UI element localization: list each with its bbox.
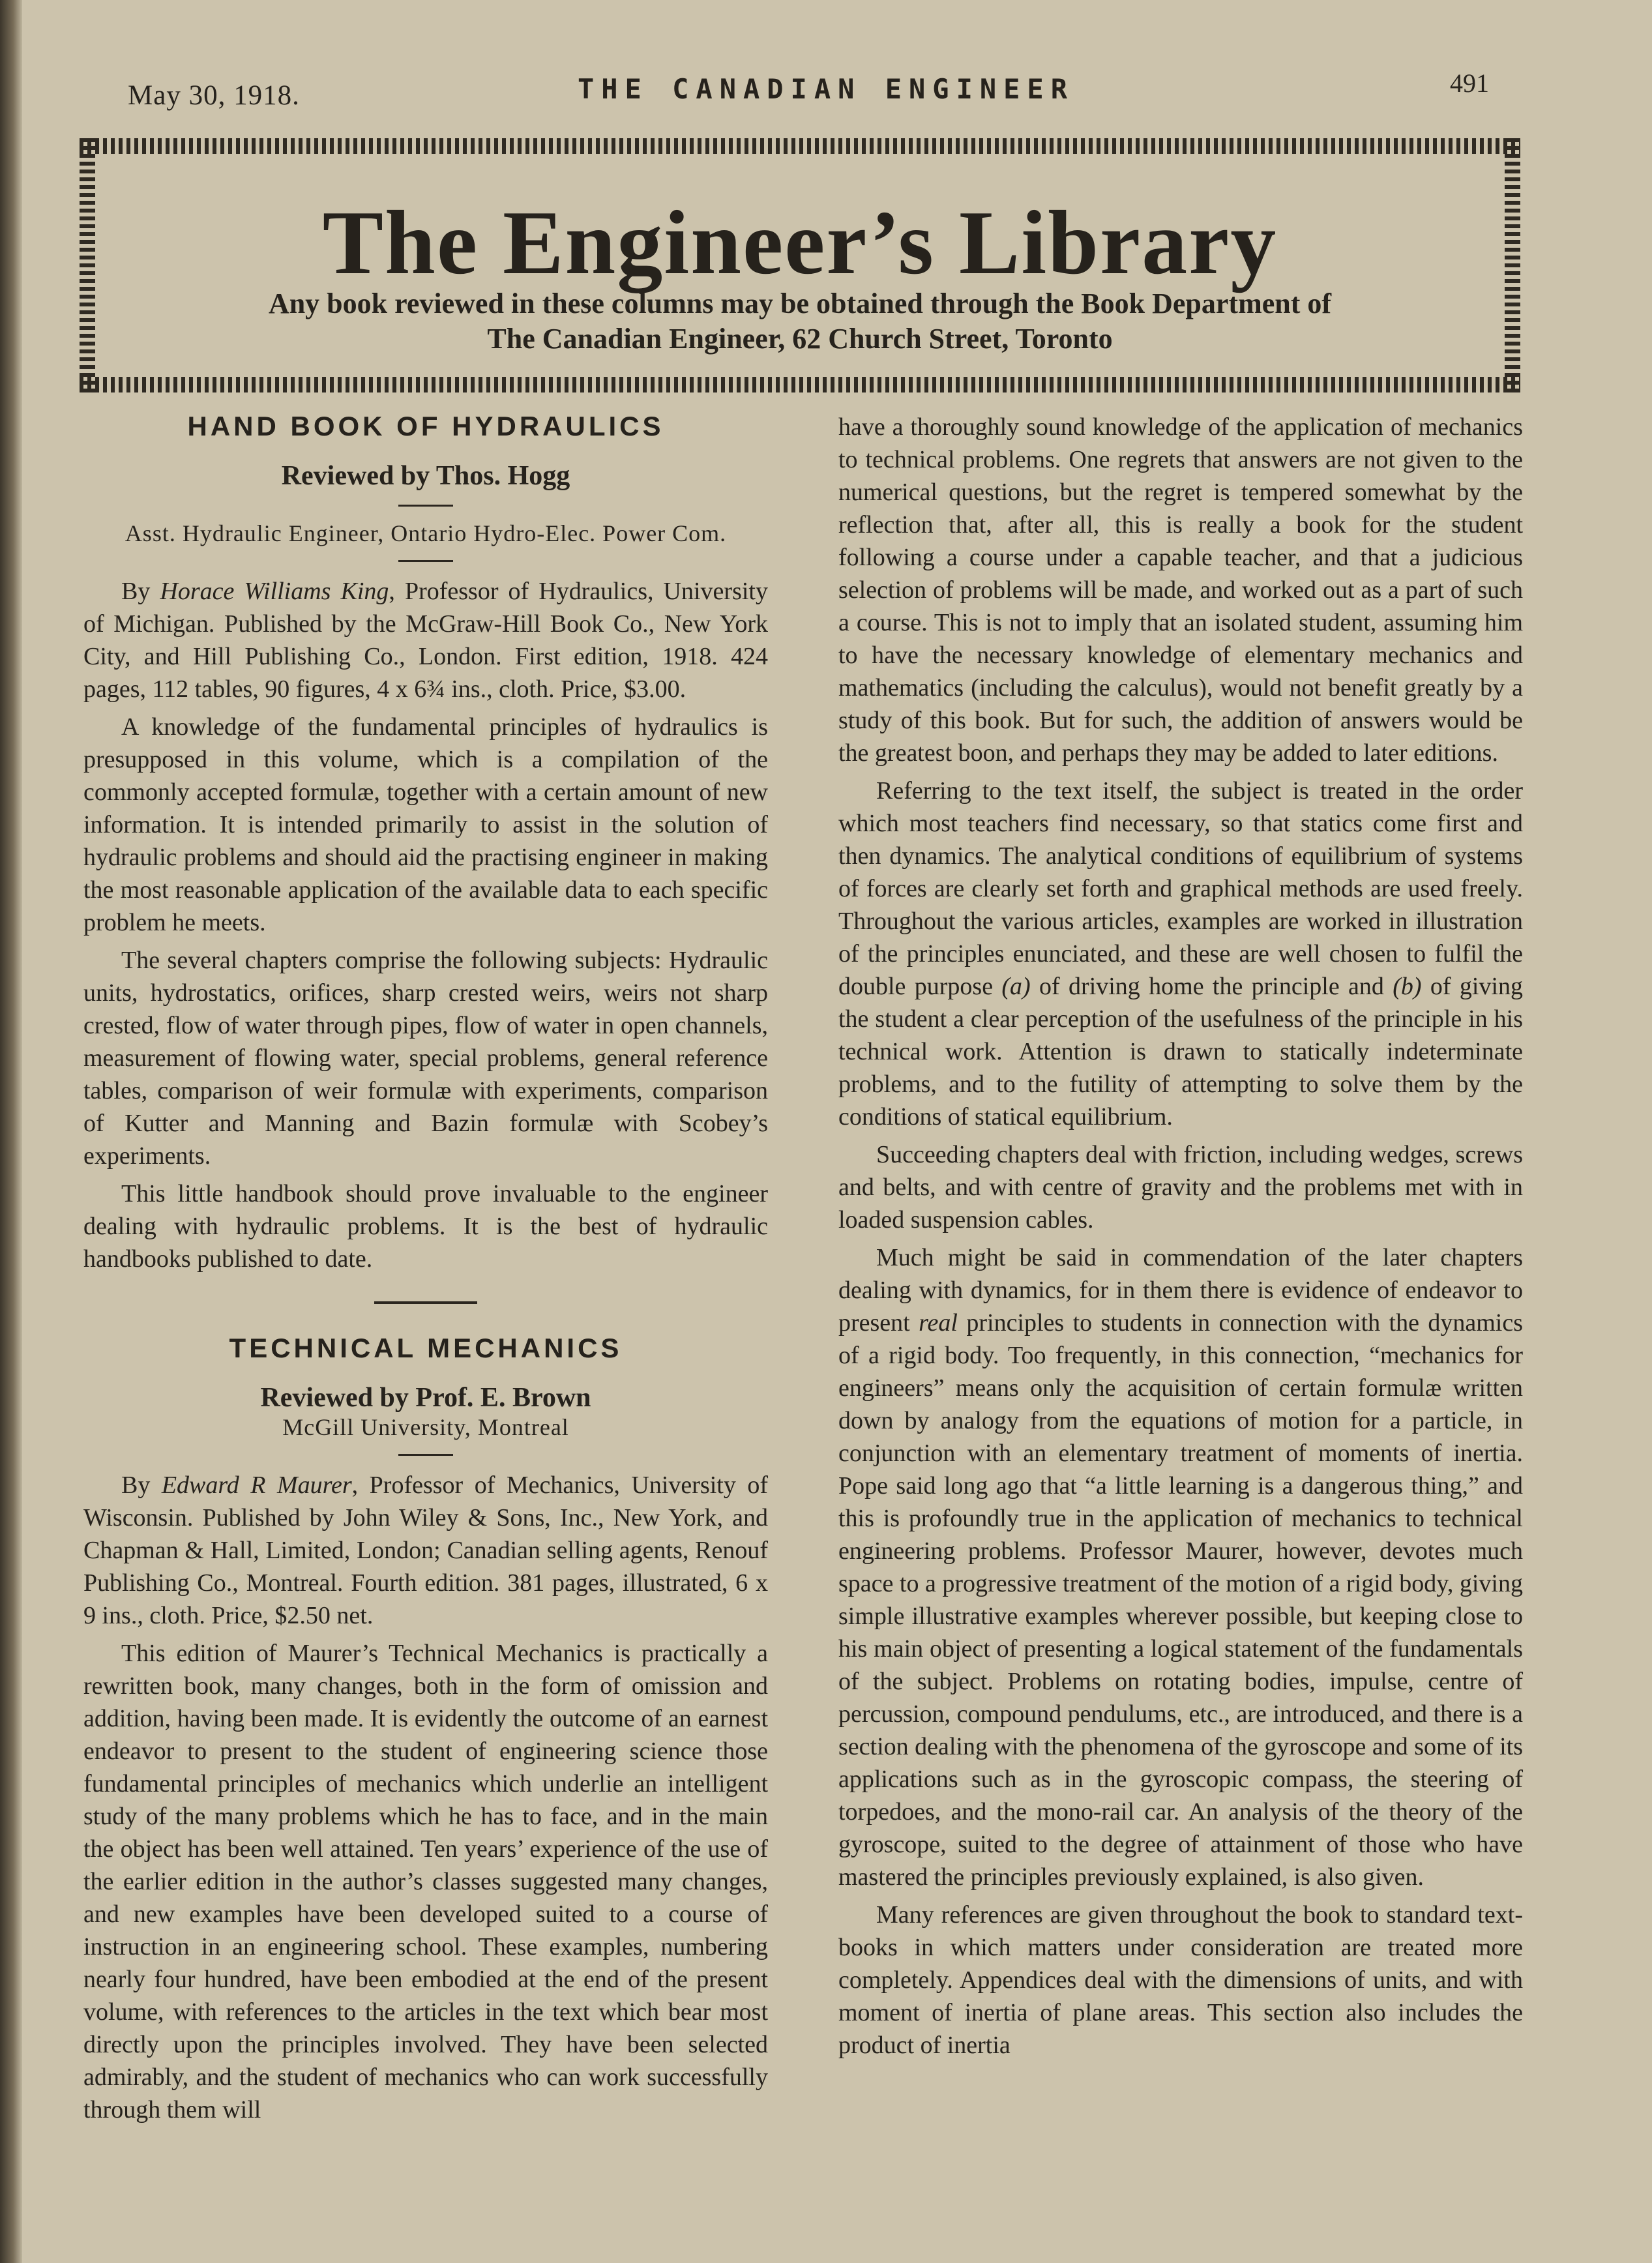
journal-title: THE CANADIAN ENGINEER [577,73,1074,105]
divider-rule [398,560,453,562]
review-paragraph: This edition of Maurer’s Technical Mechanics is practically a rewritten book, many changes, both in the form of omission and addition, having been made. It is evidently the outcome of an earnest endeavor to present to the student of engineering science those fundamental principles of mechanics which underlie an intelligent study of the many problems which he has to face, and in the main the object has been well attained. Ten years’ experience of the use of the earlier edition in the author’s classes suggested many changes, and new examples have been developed suited to a course of instruction in an engineering school. These examples, numbering nearly four hundred, have been embodied at the end of the present volume, with references to the articles in the text which bear most directly upon the principles involved. They have been selected admirably, and the student of mechanics who can work successfully through them will [83,1640,768,2123]
review-heading-hydraulics: HAND BOOK OF HYDRAULICS [187,411,664,441]
review-paragraph: A knowledge of the fundamental principles of hydraulics is presupposed in this volume, which is a compilation of the commonly accepted formulæ, together with a certain amount of new information. It is intended primarily to assist in the solution of hydraulic problems and should aid the practising engineer in making the most reasonable application of the available data to each specific problem he meets. [83,713,768,936]
text-run: principles to students in connection with the dynamics of a rigid body. Too frequently, in this connection, “mechanics for engineers” means only the acquisition of certain formulæ written down by analogy from the equations of motion for a particle, in conjunction with an elementary treatment of moments of inertia. Pope said long ago that “a little learning is a dangerous thing,” and this is profoundly true in the application of mechanics to technical engineering problems. Professor Maurer, however, devotes much space to a progressive treatment of the motion of a rigid body, giving simple illustrative examples wherever possible, but keeping close to his main object of presenting a logical statement of the fundamentals of the subject. Problems on rotating bodies, impulse, centre of percussion, compound pendulums, etc., are introduced, and there is a section dealing with the phenomena of the gyroscope and some of its applications such as in the gyroscopic compass, the steering of torpedoes, and the mono-rail car. An analysis of the theory of the gyroscope, suited to the degree of attainment of those who have mastered the principles previously explained, is also given. [838,1309,1524,1891]
section-divider [374,1301,477,1304]
issue-date: May 30, 1918. [128,80,300,111]
text-run: Much might be said in commendation of the later chapters dealing with dynamics, for in them there is evidence of endeavor to present [838,1244,1523,1337]
reviewer-name: Reviewed by Thos. Hogg [281,461,570,491]
divider-rule [398,1454,453,1456]
section-subtitle-line1: Any book reviewed in these columns may be obtained through the Book Department of [268,288,1332,319]
intro-prefix: By [121,578,160,605]
book-details [83,575,768,705]
banner-border-top [80,138,1520,154]
reviewer-name: Reviewed by Prof. E. Brown [260,1383,591,1413]
text-run: of giving the student a clear perception of the usefulness of the principle in his technical work. Attention is drawn to statically indeterminate problems, and to the futility of attempting to solve them by the conditions of statical equilibrium. [838,973,1523,1131]
section-banner [80,138,1520,392]
list-marker: (b) [1393,973,1422,1000]
section-title: The Engineer’s Library [322,192,1278,293]
review-paragraph [838,775,1523,1133]
book-publication-info: , Professor of Mechanics, University of Wisconsin. Published by John Wiley & Sons, Inc., New York, and Chapman & Hall, Limited, London; Canadian selling agents, Renouf Publishing Co., Montreal. Fourth edition. 381 pages, illustrated, 6 x 9 ins., cloth. Price, $2.50 net. [83,1472,768,1629]
text-run: Referring to the text itself, the subject is treated in the order which most teachers find necessary, so that statics come first and then dynamics. The analytical conditions of equilibrium of systems of forces are clearly set forth and graphical methods are used freely. Throughout the various articles, examples are worked in illustration of the principles enunciated, and these are well chosen to fulfil the double purpose [838,777,1523,1000]
page-number: 491 [1450,68,1489,98]
review-paragraph: The several chapters comprise the following subjects: Hydraulic units, hydrostatics, orifices, sharp crested weirs, weirs not sharp crested, flow of water through pipes, flow of water in open channels, measurement of flowing water, special problems, general reference tables, comparison of weir formulæ with experiments, comparison of Kutter and Manning and Bazin formulæ with Scobey’s experiments. [83,947,768,1170]
book-author: Edward R Maurer [161,1472,352,1499]
book-details [83,1469,768,1632]
text-run: of driving home the principle and [1030,973,1393,1000]
section-subtitle-line2: The Canadian Engineer, 62 Church Street, Toronto [487,323,1113,355]
intro-prefix: By [121,1472,162,1499]
review-paragraph: Many references are given throughout the book to standard text-books in which matters under consideration are treated more completely. Appendices deal with the dimensions of units, and with moment of inertia of plane areas. This section also includes the product of inertia [838,1901,1523,2059]
banner-border-bottom [80,377,1520,392]
book-publication-info: , Professor of Hydraulics, University of Michigan. Published by the McGraw-Hill Book Co., New York City, and Hill Publishing Co., London. First edition, 1918. 424 pages, 112 tables, 90 figures, 4 x 6¾ ins., cloth. Price, $3.00. [83,578,768,703]
page-gutter-shadow [0,0,22,2263]
book-author: Horace Williams King [160,578,389,605]
list-marker: (a) [1001,973,1031,1000]
review-paragraph: This little handbook should prove invaluable to the engineer dealing with hydraulic problems. It is the best of hydraulic handbooks published to date. [83,1180,768,1273]
review-paragraph [838,1241,1523,1893]
review-paragraph-continued: have a thoroughly sound knowledge of the application of mechanics to technical problems. One regrets that answers are not given to the numerical questions, but the regret is tempered somewhat by the reflection that, after all, this is really a book for the student following a course under a capable teacher, and that a judicious selection of problems will be made, and worked out as a part of such a course. This is not to imply that an isolated student, assuming him to have the necessary knowledge of elementary mechanics and mathematics (including the calculus), would not benefit greatly by a study of this book. But for such, the addition of answers would be the greatest boon, and perhaps they may be added to later editions. [838,413,1523,767]
reviewer-affiliation: McGill University, Montreal [282,1414,569,1440]
right-column [838,411,1523,2067]
emphasis: real [919,1309,958,1337]
reviewer-affiliation: Asst. Hydraulic Engineer, Ontario Hydro-Elec. Power Com. [125,520,727,546]
left-column [83,411,768,2131]
review-heading-mechanics: TECHNICAL MECHANICS [229,1333,623,1363]
divider-rule [398,505,453,507]
review-paragraph: Succeeding chapters deal with friction, including wedges, screws and belts, and with centre of gravity and the problems met with in loaded suspension cables. [838,1141,1523,1234]
